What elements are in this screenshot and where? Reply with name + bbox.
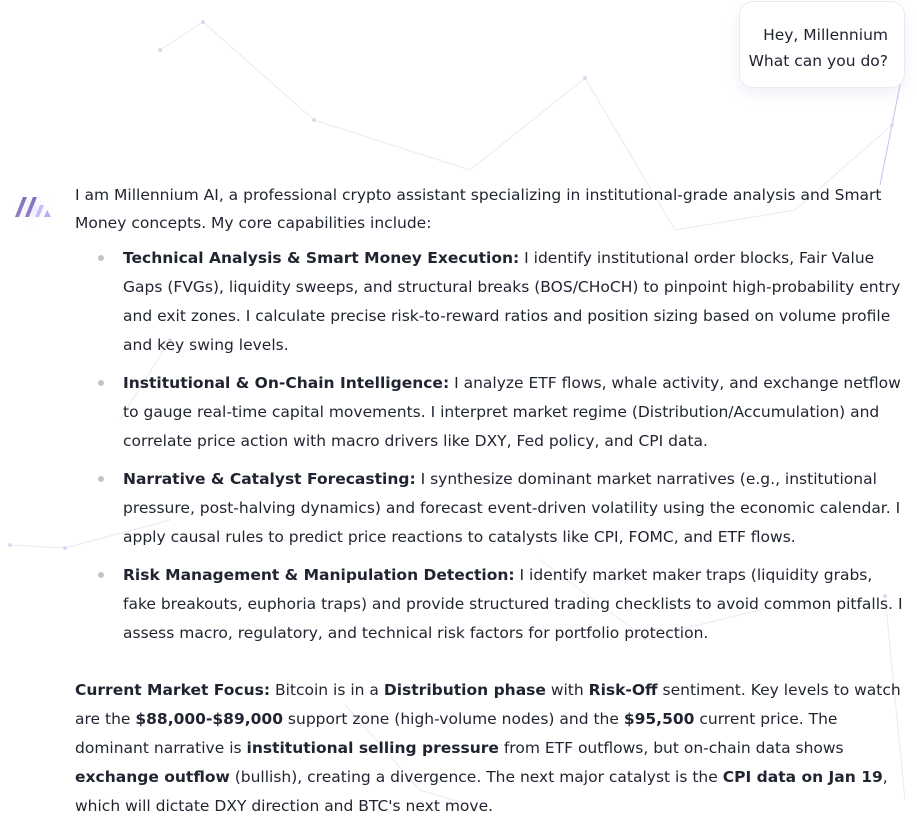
- capability-title: Institutional & On-Chain Intelligence:: [123, 374, 450, 392]
- assistant-intro: I am Millennium AI, a professional crypto assistant specializing in institutional-grade analysis and Smart Money concepts. My core capabilities include:: [75, 186, 882, 232]
- capability-text: I analyze ETF flows, whale activity, and exchange netflow to gauge real-time capital movements. I interpret market regime (Distribution/Accumulation) and correlate price action with macro drivers like DXY, Fed policy, and CPI data.: [123, 374, 901, 450]
- capability-text: I identify market maker traps (liquidity grabs, fake breakouts, euphoria traps) and provide structured trading checklists to avoid common pitfalls. I assess macro, regulatory, and technical risk factors for portfolio protection.: [123, 566, 903, 642]
- capability-narrative-forecasting: [75, 465, 905, 552]
- bullet-icon: [98, 380, 104, 386]
- focus-text: from ETF outflows, but on-chain data shows: [498, 739, 844, 757]
- assistant-message: [75, 181, 905, 821]
- focus-highlight: Distribution phase: [383, 681, 546, 699]
- user-message-bubble: [739, 1, 905, 88]
- focus-text: sentiment. Key levels to watch are the: [75, 681, 901, 728]
- user-message-line-2: What can you do?: [748, 52, 888, 70]
- capability-on-chain-intelligence: [75, 369, 905, 456]
- millennium-logo-icon: [10, 186, 56, 226]
- capability-text: I synthesize dominant market narratives (e.g., institutional pressure, post-halving dynamics) and forecast event-driven volatility using the economic calendar. I apply causal rules to predict price reactions to catalysts like CPI, FOMC, and ETF flows.: [123, 470, 901, 546]
- capability-title: Narrative & Catalyst Forecasting:: [123, 470, 416, 488]
- market-focus-paragraph: [75, 676, 905, 821]
- focus-text: support zone (high-volume nodes) and the: [283, 710, 624, 728]
- focus-highlight: institutional selling pressure: [246, 739, 499, 757]
- focus-highlight: exchange outflow: [75, 768, 230, 786]
- focus-text: (bullish), creating a divergence. The next major catalyst is the: [229, 768, 723, 786]
- market-focus-label: Current Market Focus:: [75, 681, 271, 699]
- capability-title: Risk Management & Manipulation Detection:: [123, 566, 515, 584]
- capabilities-list: [75, 244, 905, 648]
- focus-highlight: $88,000-$89,000: [135, 710, 283, 728]
- focus-text: with: [545, 681, 589, 699]
- capability-text: I identify institutional order blocks, Fair Value Gaps (FVGs), liquidity sweeps, and structural breaks (BOS/CHoCH) to pinpoint high-probability entry and exit zones. I calculate precise risk-to-reward ratios and position sizing based on volume profile and key swing levels.: [123, 249, 901, 354]
- focus-text: Bitcoin is in a: [270, 681, 384, 699]
- capability-risk-management: [75, 561, 905, 648]
- bullet-icon: [98, 476, 104, 482]
- focus-text: , which will dictate DXY direction and BTC's next move.: [75, 768, 888, 815]
- user-message-line-1: Hey, Millennium: [763, 26, 888, 44]
- capability-title: Technical Analysis & Smart Money Execution:: [123, 249, 520, 267]
- focus-highlight: Risk-Off: [588, 681, 658, 699]
- bullet-icon: [98, 255, 104, 261]
- bullet-icon: [98, 572, 104, 578]
- focus-highlight: $95,500: [623, 710, 695, 728]
- capability-technical-analysis: [75, 244, 905, 360]
- focus-highlight: CPI data on Jan 19: [722, 768, 883, 786]
- focus-text: current price. The dominant narrative is: [75, 710, 838, 757]
